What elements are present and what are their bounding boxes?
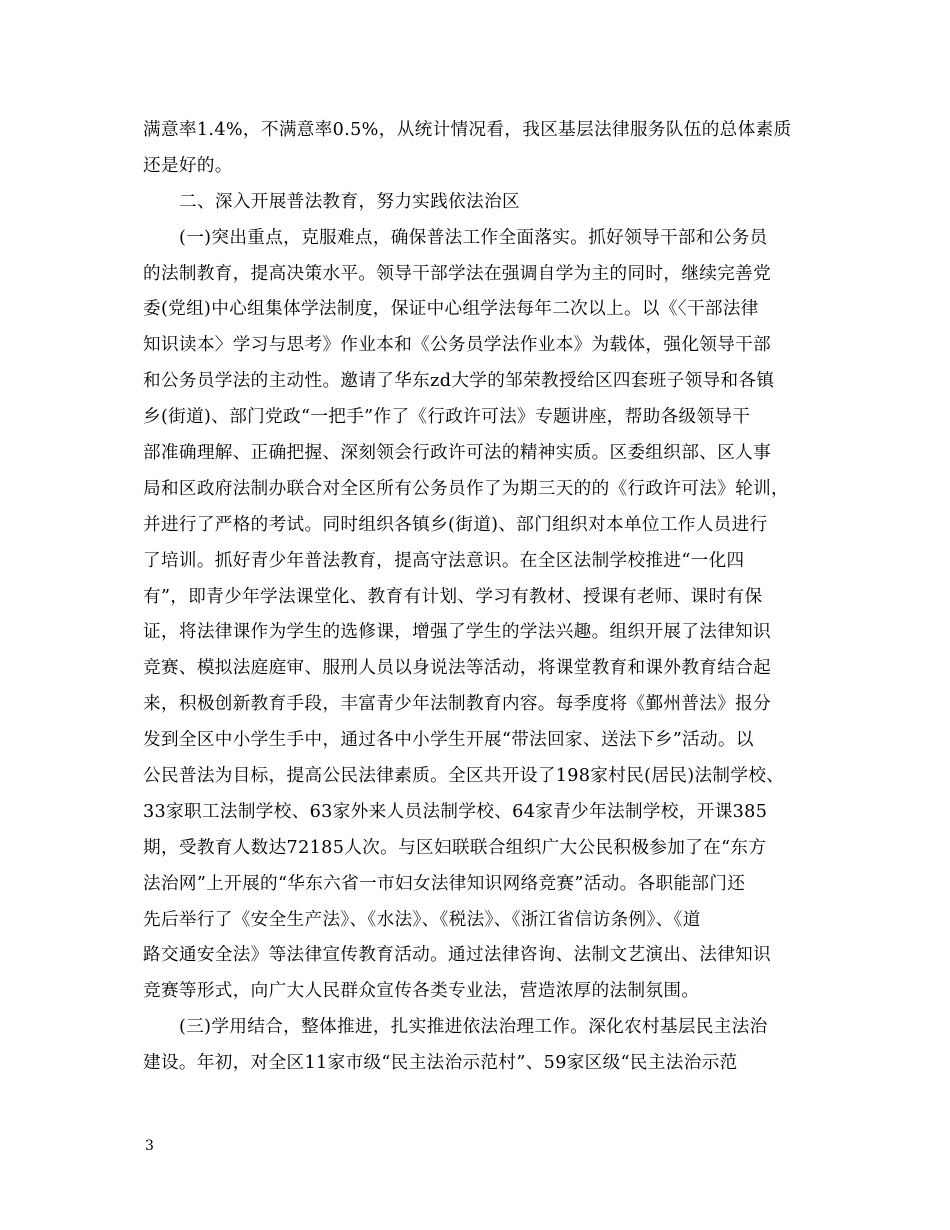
body-text xyxy=(143,113,813,1082)
text-line: 建设。年初，对全区11家市级“民主法治示范村”、59家区级“民主法治示范 xyxy=(143,1053,738,1074)
text-line: 证，将法律课作为学生的选修课，增强了学生的学法兴趣。组织开展了法律知识 xyxy=(143,622,772,643)
text-line: (一)突出重点，克服难点，确保普法工作全面落实。抓好领导干部和公务员 xyxy=(179,227,768,248)
text-line: 知识读本〉学习与思考》作业本和《公务员学法作业本》为载体，强化领导干部 xyxy=(143,335,772,356)
text-line: 竞赛等形式，向广大人民群众宣传各类专业法，营造浓厚的法制氛围。 xyxy=(143,981,700,1002)
text-line: 二、深入开展普法教育，努力实践依法治区 xyxy=(179,191,520,212)
text-line: 了培训。抓好青少年普法教育，提高守法意识。在全区法制学校推进“一化四 xyxy=(143,550,745,571)
text-line: 法治网”上开展的“华东六省一市妇女法律知识网络竞赛”活动。各职能部门还 xyxy=(143,873,746,894)
text-line: 期，受教育人数达72185人次。与区妇联联合组织广大公民积极参加了在“东方 xyxy=(143,837,767,858)
text-line: 发到全区中小学生手中，通过各中小学生开展“带法回家、送法下乡”活动。以 xyxy=(143,730,754,751)
text-line: 来，积极创新教育手段，丰富青少年法制教育内容。每季度将《鄞州普法》报分 xyxy=(143,694,772,715)
page-number: 3 xyxy=(145,1138,154,1154)
text-line: 部准确理解、正确把握、深刻领会行政许可法的精神实质。区委组织部、区人事 xyxy=(143,443,772,464)
text-line: (三)学用结合，整体推进，扎实推进依法治理工作。深化农村基层民主法治 xyxy=(179,1017,768,1038)
text-line: 还是好的。 xyxy=(143,155,233,176)
text-line: 路交通安全法》等法律宣传教育活动。通过法律咨询、法制文艺演出、法律知识 xyxy=(143,945,772,966)
text-line: 乡(街道)、部门党政“一把手”作了《行政许可法》专题讲座，帮助各级领导干 xyxy=(143,407,751,428)
text-line: 有”，即青少年学法课堂化、教育有计划、学习有教材、授课有老师、课时有保 xyxy=(143,586,763,607)
text-line: 公民普法为目标，提高公民法律素质。全区共开设了198家村民(居民)法制学校、 xyxy=(143,766,785,787)
text-line: 并进行了严格的考试。同时组织各镇乡(街道)、部门组织对本单位工作人员进行 xyxy=(143,514,768,535)
text-line: 和公务员学法的主动性。邀请了华东zd大学的邹荣教授给区四套班子领导和各镇 xyxy=(143,371,775,392)
text-line: 33家职工法制学校、63家外来人员法制学校、64家青少年法制学校，开课385 xyxy=(143,801,768,822)
text-line: 满意率1.4%，不满意率0.5%，从统计情况看，我区基层法律服务队伍的总体素质 xyxy=(143,120,792,140)
text-line: 局和区政府法制办联合对全区所有公务员作了为期三天的的《行政许可法》轮训， xyxy=(143,478,789,499)
text-line: 竞赛、模拟法庭庭审、服刑人员以身说法等活动，将课堂教育和课外教育结合起 xyxy=(143,658,772,679)
text-line: 先后举行了《安全生产法》、《水法》、《税法》、《浙江省信访条例》、《道 xyxy=(143,909,701,930)
text-line: 的法制教育，提高决策水平。领导干部学法在强调自学为主的同时，继续完善党 xyxy=(143,263,772,284)
text-line: 委(党组)中心组集体学法制度，保证中心组学法每年二次以上。以《〈干部法律 xyxy=(143,299,759,320)
